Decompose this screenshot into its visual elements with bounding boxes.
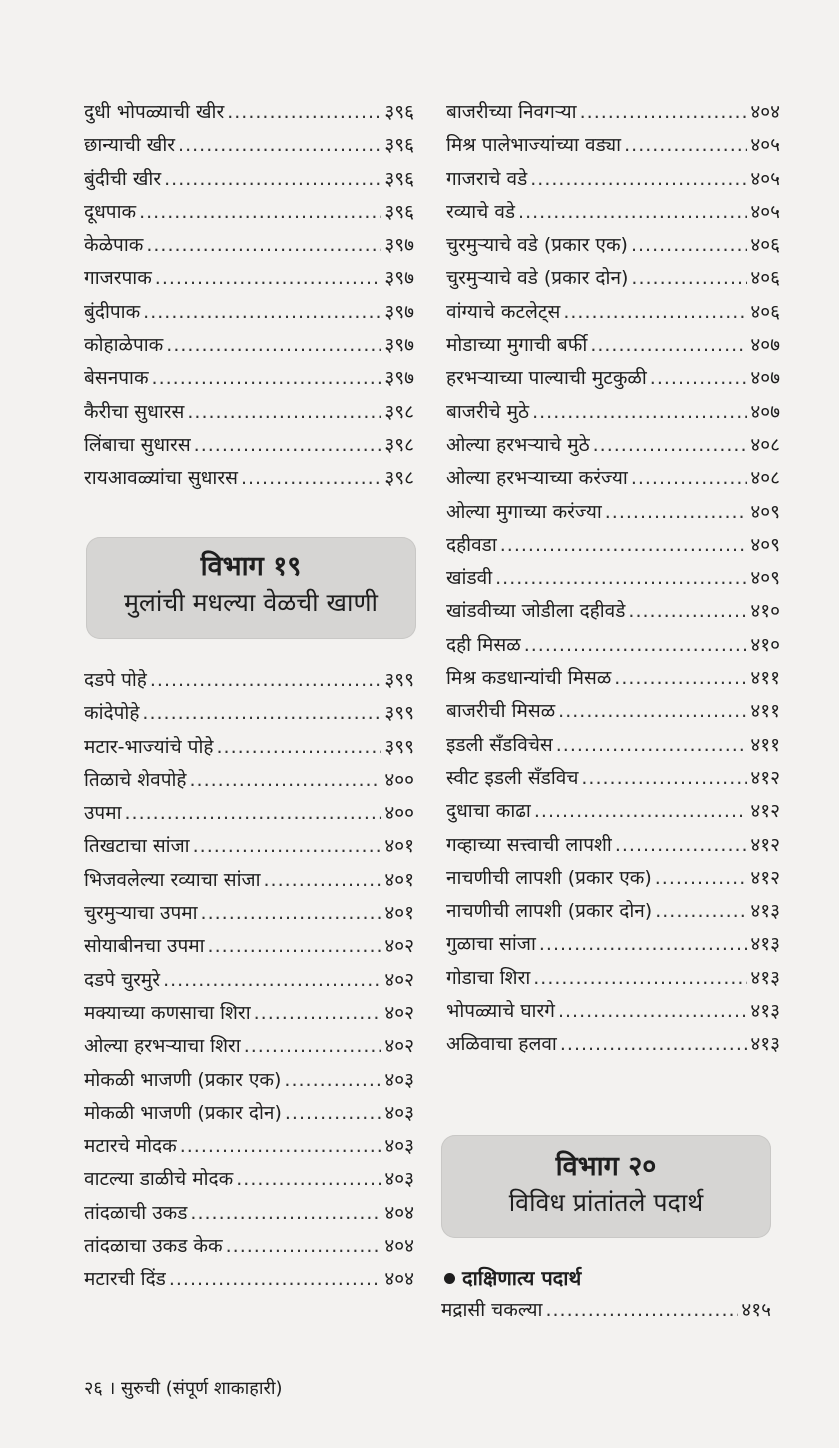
toc-entry [446,629,780,662]
entry-page-number: ४०७ [750,400,780,423]
entry-title: दडपे चुरमुरे [84,968,161,991]
dot-leader [146,229,381,262]
entry-title: दूधपाक [84,200,137,223]
entry-page-number: ४०९ [750,567,780,590]
entry-page-number: ४०६ [750,234,780,257]
entry-title: वांग्याचे कटलेट्स [446,300,561,323]
dot-leader [152,362,382,395]
dot-leader [125,797,382,830]
dot-leader [631,262,747,295]
subsection-title: दाक्षिणात्य पदार्थ [462,1266,582,1290]
toc-entry [84,96,414,129]
toc-entry [84,429,414,462]
entry-title: बाजरीची मिसळ [446,700,556,723]
entry-title: नाचणीची लापशी (प्रकार दोन) [446,900,653,923]
section-19-entries [84,664,414,1297]
toc-entry [84,964,414,997]
entry-title: तिळाचे शेवपोहे [84,768,187,791]
entry-page-number: ४०३ [384,1168,414,1191]
dot-leader [241,462,381,495]
toc-entry [446,396,780,429]
entry-title: बुंदीची खीर [84,167,162,190]
entry-title: गाजरपाक [84,267,152,290]
dot-leader [285,1097,381,1130]
entry-title: तांदळाचा उकड केक [84,1235,223,1258]
entry-title: खांडवी [446,567,493,590]
entry-title: मिश्र कडधान्यांची मिसळ [446,667,612,690]
entry-page-number: ४०५ [750,200,780,223]
entry-page-number: ३९७ [384,300,414,323]
section-20-box [441,1135,771,1238]
toc-entry [84,1130,414,1163]
entry-page-number: ३९७ [384,234,414,257]
toc-entry [84,262,414,295]
dot-leader [236,1163,381,1196]
entry-page-number: ३९८ [384,433,414,456]
entry-page-number: ४०३ [384,1135,414,1158]
entry-page-number: ४०७ [750,334,780,357]
toc-entry [446,662,780,695]
dot-leader [194,429,382,462]
entry-page-number: ४११ [750,667,780,690]
entry-title: रव्याचे वडे [446,200,516,223]
dot-leader [155,262,382,295]
entry-page-number: ३९६ [384,200,414,223]
entry-page-number: ४१२ [750,866,780,889]
entry-title: अळिवाचा हलवा [446,1033,557,1056]
toc-entry [84,1230,414,1263]
toc-entry [446,362,780,395]
entry-title: इडली सँडविचेस [446,733,553,756]
toc-entry [84,163,414,196]
toc-entry [446,562,780,595]
toc-entry [84,329,414,362]
toc-entry [84,864,414,897]
dot-leader [624,129,747,162]
entry-title: स्वीट इडली सँडविच [446,766,579,789]
toc-entry [84,930,414,963]
toc-entry [446,129,780,162]
toc-entry [84,1097,414,1130]
toc-entry [84,196,414,229]
entry-page-number: ३९८ [384,400,414,423]
toc-entry [84,1030,414,1063]
entry-title: दडपे पोहे [84,669,147,691]
entry-page-number: ४०९ [750,533,780,556]
entry-title: कैरीचा सुधारस [84,400,185,423]
toc-entry [84,897,414,930]
section-20-title: विविध प्रांतांतले पदार्थ [508,1188,704,1217]
entry-page-number: ४१३ [750,933,780,956]
dot-leader [284,1064,381,1097]
dot-leader [650,362,748,395]
dot-leader [163,964,381,997]
dot-leader [495,562,747,595]
entry-page-number: ४१३ [750,900,780,923]
entry-title: मोकळी भाजणी (प्रकार एक) [84,1068,282,1091]
toc-entry [446,695,780,728]
entry-title: भिजवलेल्या रव्याचा सांजा [84,868,261,891]
toc-entry [446,429,780,462]
toc-entry [84,396,414,429]
section-19-number: विभाग १९ [200,551,302,582]
entry-page-number: ४०७ [750,367,780,390]
toc-entry [446,962,780,995]
toc-entry [446,862,780,895]
entry-title: दही मिसळ [446,633,521,656]
dot-leader [227,96,381,129]
entry-page-number: ४०८ [750,433,780,456]
toc-entry [446,595,780,628]
dot-leader [500,529,748,562]
entry-title: खांडवीच्या जोडीला दहीवडे [446,600,626,623]
entry-page-number: ४०४ [384,1201,414,1224]
entry-page-number: ४०२ [384,935,414,958]
entry-title: बुंदीपाक [84,300,141,323]
entry-page-number: ४१२ [750,766,780,789]
entry-page-number: ४०३ [384,1068,414,1091]
entry-page-number: ४१३ [750,1033,780,1056]
entry-page-number: ४०१ [384,835,414,858]
toc-entry [446,229,780,262]
dot-leader [560,1028,748,1061]
entry-page-number: ३९९ [384,702,414,725]
toc-right-column [446,96,780,1062]
toc-entry [84,764,414,797]
dot-leader [631,229,747,262]
dot-leader [615,829,748,862]
entry-page-number: ३९६ [384,167,414,190]
entry-title: ओल्या मुगाच्या करंज्या [446,500,602,523]
toc-entry [446,1028,780,1061]
entry-page-number: ४०० [384,802,414,825]
entry-title: लिंबाचा सुधारस [84,433,191,456]
entry-page-number: ४११ [750,700,780,723]
dot-leader [614,662,747,695]
entry-title: उपमा [84,802,122,825]
toc-entry [446,895,780,928]
entry-page-number: ३९७ [384,367,414,390]
entry-title: ओल्या हरभऱ्याचा शिरा [84,1035,241,1058]
toc-entry [84,797,414,830]
dot-leader [166,329,381,362]
dot-leader [558,995,747,1028]
entry-page-number: ४०८ [750,467,780,490]
toc-entry [446,96,780,129]
toc-entry [84,1263,414,1296]
entry-title: चुरमुऱ्याचे वडे (प्रकार दोन) [446,267,629,290]
entry-title: केळेपाक [84,234,144,257]
dot-leader [180,1130,382,1163]
entry-title: ओल्या हरभऱ्याच्या करंज्या [446,467,628,490]
entry-title: भोपळ्याचे घारगे [446,1000,555,1023]
entry-title: दुधी भोपळ्याची खीर [84,101,225,123]
entry-page-number: ३९८ [384,467,414,490]
entry-page-number: ४०९ [750,500,780,523]
dot-leader [190,1197,381,1230]
dot-leader [164,163,381,196]
entry-title: कांदेपोहे [84,702,140,725]
toc-entry [446,262,780,295]
dot-leader [590,329,747,362]
toc-entry [446,795,780,828]
entry-title: चुरमुऱ्याचे वडे (प्रकार एक) [446,234,628,257]
toc-entry [446,529,780,562]
entry-page-number: ४१३ [750,966,780,989]
dot-leader [563,296,747,329]
entry-page-number: ३९७ [384,267,414,290]
entry-title: मक्याच्या कणसाचा शिरा [84,1001,251,1024]
entry-title: गुळाचा सांजा [446,933,536,956]
entry-page-number: ४१२ [750,833,780,856]
entry-page-number: ४०५ [750,134,780,157]
dot-leader [142,697,381,730]
dot-leader [208,930,382,963]
entry-page-number: ४०२ [384,1035,414,1058]
dot-leader [580,96,748,129]
dot-leader [169,1263,382,1296]
entry-title: मटारचे मोदक [84,1135,177,1158]
entry-page-number: ३९९ [384,735,414,758]
dot-leader [628,595,747,628]
dot-leader [178,129,381,162]
entry-title: गोडाचा शिरा [446,966,531,989]
entry-page-number: ४०१ [384,868,414,891]
toc-entry [446,995,780,1028]
dot-leader [532,396,747,429]
entry-page-number: ४०० [384,768,414,791]
toc-entry [84,362,414,395]
entry-title: तांदळाची उकड [84,1201,188,1224]
dot-leader [143,296,381,329]
dot-leader [534,795,748,828]
dot-leader [254,997,382,1030]
dot-leader [556,729,748,762]
toc-left-column [84,96,414,496]
toc-entry [84,1163,414,1196]
entry-page-number: ४१५ [741,1299,771,1321]
entry-title: दुधाचा काढा [446,800,531,823]
toc-entry [446,462,780,495]
dot-leader [190,764,382,797]
entry-title: मद्रासी चकल्या [441,1299,543,1321]
dot-leader [264,864,382,897]
entry-page-number: ३९७ [384,334,414,357]
dot-leader [655,862,748,895]
toc-entry [446,296,780,329]
dot-leader [187,396,381,429]
entry-page-number: ४१० [750,600,780,623]
toc-entry [84,462,414,495]
entry-page-number: ३९९ [384,669,414,691]
dot-leader [216,731,381,764]
bullet-icon [444,1273,455,1284]
dot-leader [605,496,748,529]
entry-title: बाजरीचे मुठे [446,400,530,423]
entry-title: रायआवळ्यांचा सुधारस [84,467,238,490]
toc-entry [84,997,414,1030]
entry-title: गाजराचे वडे [446,167,528,190]
dot-leader [593,429,748,462]
entry-title: मोकळी भाजणी (प्रकार दोन) [84,1101,282,1124]
dot-leader [524,629,748,662]
entry-page-number: ४०१ [384,902,414,925]
toc-entry [84,296,414,329]
entry-page-number: ४११ [750,733,780,756]
dot-leader [193,830,382,863]
toc-entry [84,229,414,262]
entry-title: चुरमुऱ्याचा उपमा [84,902,198,925]
toc-entry [446,729,780,762]
dot-leader [518,196,747,229]
entry-title: नाचणीची लापशी (प्रकार एक) [446,866,652,889]
dot-leader [545,1294,738,1327]
dot-leader [530,163,747,196]
toc-entry [84,129,414,162]
entry-title: ओल्या हरभऱ्याचे मुठे [446,433,590,456]
entry-title: वाटल्या डाळीचे मोदक [84,1168,234,1191]
subsection-heading [444,1262,581,1294]
page-footer: २६ । सुरुची (संपूर्ण शाकाहारी) [84,1378,283,1399]
entry-page-number: ४०५ [750,167,780,190]
toc-entry [84,731,414,764]
dot-leader [533,962,747,995]
dot-leader [581,762,747,795]
entry-title: मटारची दिंड [84,1268,166,1291]
toc-entry [84,664,414,697]
dot-leader [139,196,381,229]
entry-title: हरभऱ्याच्या पाल्याची मुटकुळी [446,367,647,390]
entry-title: मटार-भाज्यांचे पोहे [84,735,214,758]
entry-title: सोयाबीनचा उपमा [84,935,205,958]
dot-leader [244,1030,382,1063]
entry-page-number: ४०४ [750,101,780,123]
entry-page-number: ४१० [750,633,780,656]
entry-page-number: ४०६ [750,300,780,323]
toc-entry [446,196,780,229]
entry-title: छान्याची खीर [84,134,176,157]
toc-entry [446,928,780,961]
section-19-title: मुलांची मधल्या वेळची खाणी [123,588,379,617]
toc-entry [446,329,780,362]
entry-page-number: ३९६ [384,101,414,123]
entry-title: मिश्र पालेभाज्यांच्या वड्या [446,134,622,157]
entry-title: मोडाच्या मुगाची बर्फी [446,334,588,357]
entry-title: कोहाळेपाक [84,334,164,357]
entry-title: गव्हाच्या सत्त्वाची लापशी [446,833,612,856]
toc-entry [84,1197,414,1230]
toc-entry [446,829,780,862]
dot-leader [631,462,748,495]
dot-leader [558,695,747,728]
entry-page-number: ४१२ [750,800,780,823]
dot-leader [201,897,382,930]
entry-page-number: ४०३ [384,1101,414,1124]
entry-title: दहीवडा [446,533,497,556]
toc-entry [84,1064,414,1097]
section-20-number: विभाग २० [555,1151,657,1182]
toc-entry [446,163,780,196]
dot-leader [226,1230,382,1263]
entry-title: बाजरीच्या निवगऱ्या [446,101,577,123]
subsection-entries [441,1294,771,1327]
entry-page-number: ४०२ [384,1001,414,1024]
entry-title: तिखटाचा सांजा [84,835,190,858]
entry-page-number: ४०२ [384,968,414,991]
dot-leader [150,664,381,697]
dot-leader [655,895,747,928]
section-19-box [86,537,416,639]
entry-page-number: ४१३ [750,1000,780,1023]
entry-page-number: ४०४ [384,1268,414,1291]
toc-entry [446,496,780,529]
toc-entry [84,697,414,730]
dot-leader [539,928,747,961]
entry-page-number: ४०६ [750,267,780,290]
toc-entry [441,1294,771,1327]
toc-entry [446,762,780,795]
toc-entry [84,830,414,863]
entry-page-number: ४०४ [384,1235,414,1258]
entry-page-number: ३९६ [384,134,414,157]
entry-title: बेसनपाक [84,367,149,390]
